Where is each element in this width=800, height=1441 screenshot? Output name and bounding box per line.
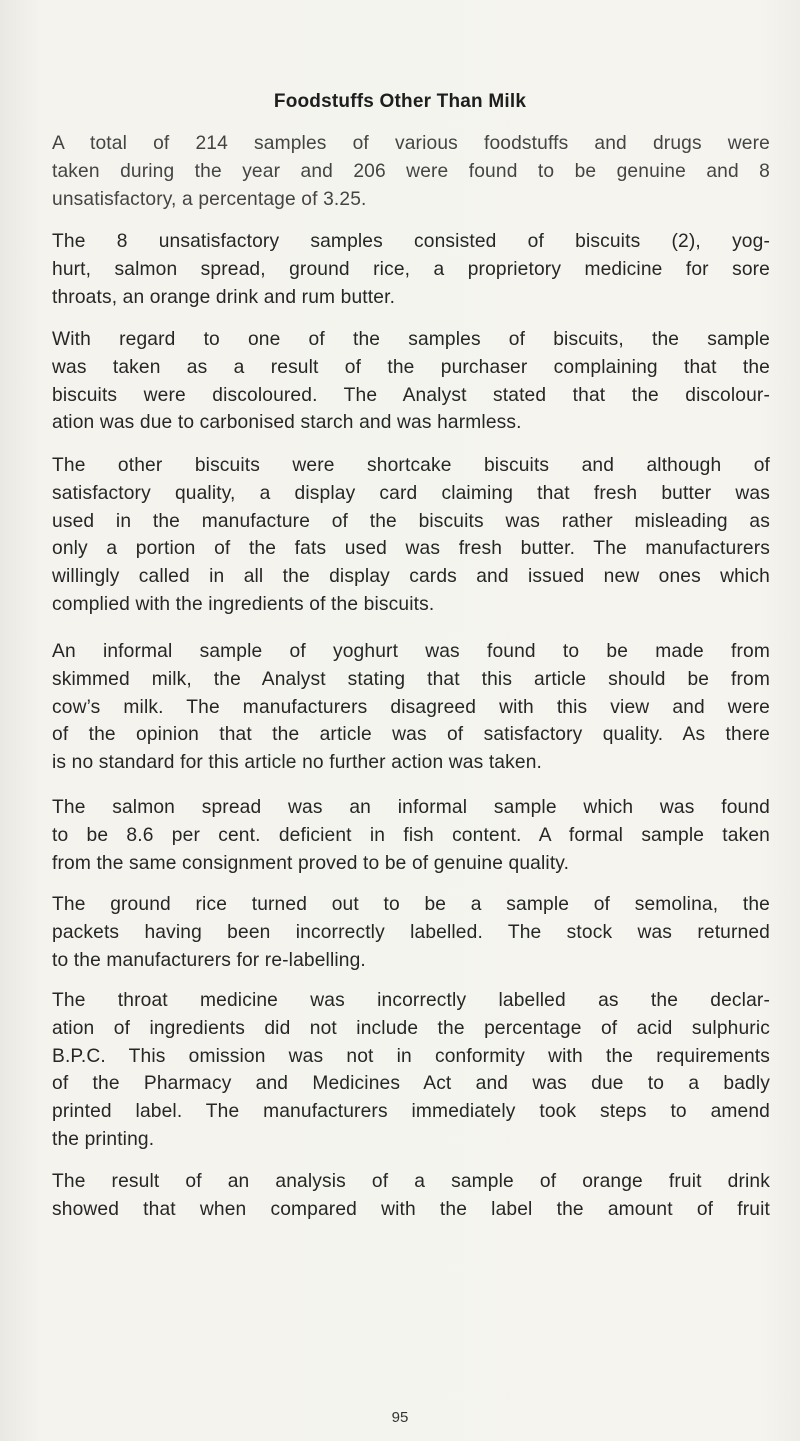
- text-line: of the opinion that the article was of satisfactory quality. As there: [52, 724, 770, 746]
- text-line: skimmed milk, the Analyst stating that this article should be from: [52, 668, 770, 690]
- page-title: Foodstuffs Other Than Milk: [273, 91, 527, 112]
- paragraph-3: [52, 326, 770, 437]
- paragraph-5: [52, 638, 770, 777]
- text-line: cow’s milk. The manufacturers disagreed with this view and were: [52, 696, 770, 718]
- text-line: A total of 214 samples of various foodstuffs and drugs were: [52, 133, 770, 154]
- text-line: packets having been incorrectly labelled. The stock was returned: [52, 921, 770, 943]
- text-line: only a portion of the fats used was fresh butter. The manufacturers: [52, 538, 770, 560]
- text-line: An informal sample of yoghurt was found to be made from: [52, 641, 770, 662]
- text-line: hurt, salmon spread, ground rice, a proprietory medicine for sore: [52, 258, 770, 280]
- text-line: biscuits were discoloured. The Analyst stated that the discolour-: [52, 384, 770, 406]
- text-line: throats, an orange drink and rum butter.: [52, 286, 396, 308]
- text-line: taken during the year and 206 were found to be genuine and 8: [52, 160, 770, 182]
- text-line: to the manufacturers for re-labelling.: [52, 949, 366, 971]
- text-line: The throat medicine was incorrectly labelled as the declar-: [52, 990, 770, 1011]
- text-line: With regard to one of the samples of biscuits, the sample: [52, 329, 770, 350]
- text-line: of the Pharmacy and Medicines Act and was due to a badly: [52, 1073, 770, 1095]
- text-line: used in the manufacture of the biscuits was rather misleading as: [52, 510, 770, 532]
- text-line: printed label. The manufacturers immediately took steps to amend: [52, 1101, 770, 1123]
- text-line: The other biscuits were shortcake biscuits and although of: [52, 455, 770, 476]
- text-line: showed that when compared with the label the amount of fruit: [52, 1198, 770, 1220]
- text-line: the printing.: [52, 1128, 155, 1150]
- text-line: complied with the ingredients of the biscuits.: [52, 593, 435, 615]
- page-number: 95: [391, 1409, 409, 1426]
- text-line: ation was due to carbonised starch and was harmless.: [52, 412, 522, 434]
- paragraph-7: [52, 891, 770, 974]
- paragraph-6: [52, 794, 770, 877]
- text-line: unsatisfactory, a percentage of 3.25.: [52, 188, 367, 210]
- paragraph-8: [52, 987, 770, 1154]
- text-line: The salmon spread was an informal sample which was found: [52, 797, 770, 818]
- paragraph-1: [52, 130, 770, 213]
- text-line: The 8 unsatisfactory samples consisted of biscuits (2), yog-: [52, 231, 770, 252]
- text-line: is no standard for this article no further action was taken.: [52, 752, 542, 774]
- text-line: from the same consignment proved to be of genuine quality.: [52, 852, 570, 874]
- text-line: willingly called in all the display cards and issued new ones which: [52, 566, 770, 588]
- text-line: satisfactory quality, a display card claiming that fresh butter was: [52, 482, 770, 504]
- text-line: was taken as a result of the purchaser complaining that the: [52, 356, 770, 378]
- paragraph-4: [52, 452, 770, 619]
- text-line: to be 8.6 per cent. deficient in fish content. A formal sample taken: [52, 824, 770, 846]
- text-line: ation of ingredients did not include the percentage of acid sulphuric: [52, 1017, 770, 1039]
- text-line: The ground rice turned out to be a sample of semolina, the: [52, 894, 770, 915]
- text-line: The result of an analysis of a sample of orange fruit drink: [52, 1171, 770, 1192]
- paragraph-2: [52, 228, 770, 311]
- text-line: B.P.C. This omission was not in conformity with the requirements: [52, 1045, 770, 1067]
- paragraph-9: [52, 1168, 770, 1224]
